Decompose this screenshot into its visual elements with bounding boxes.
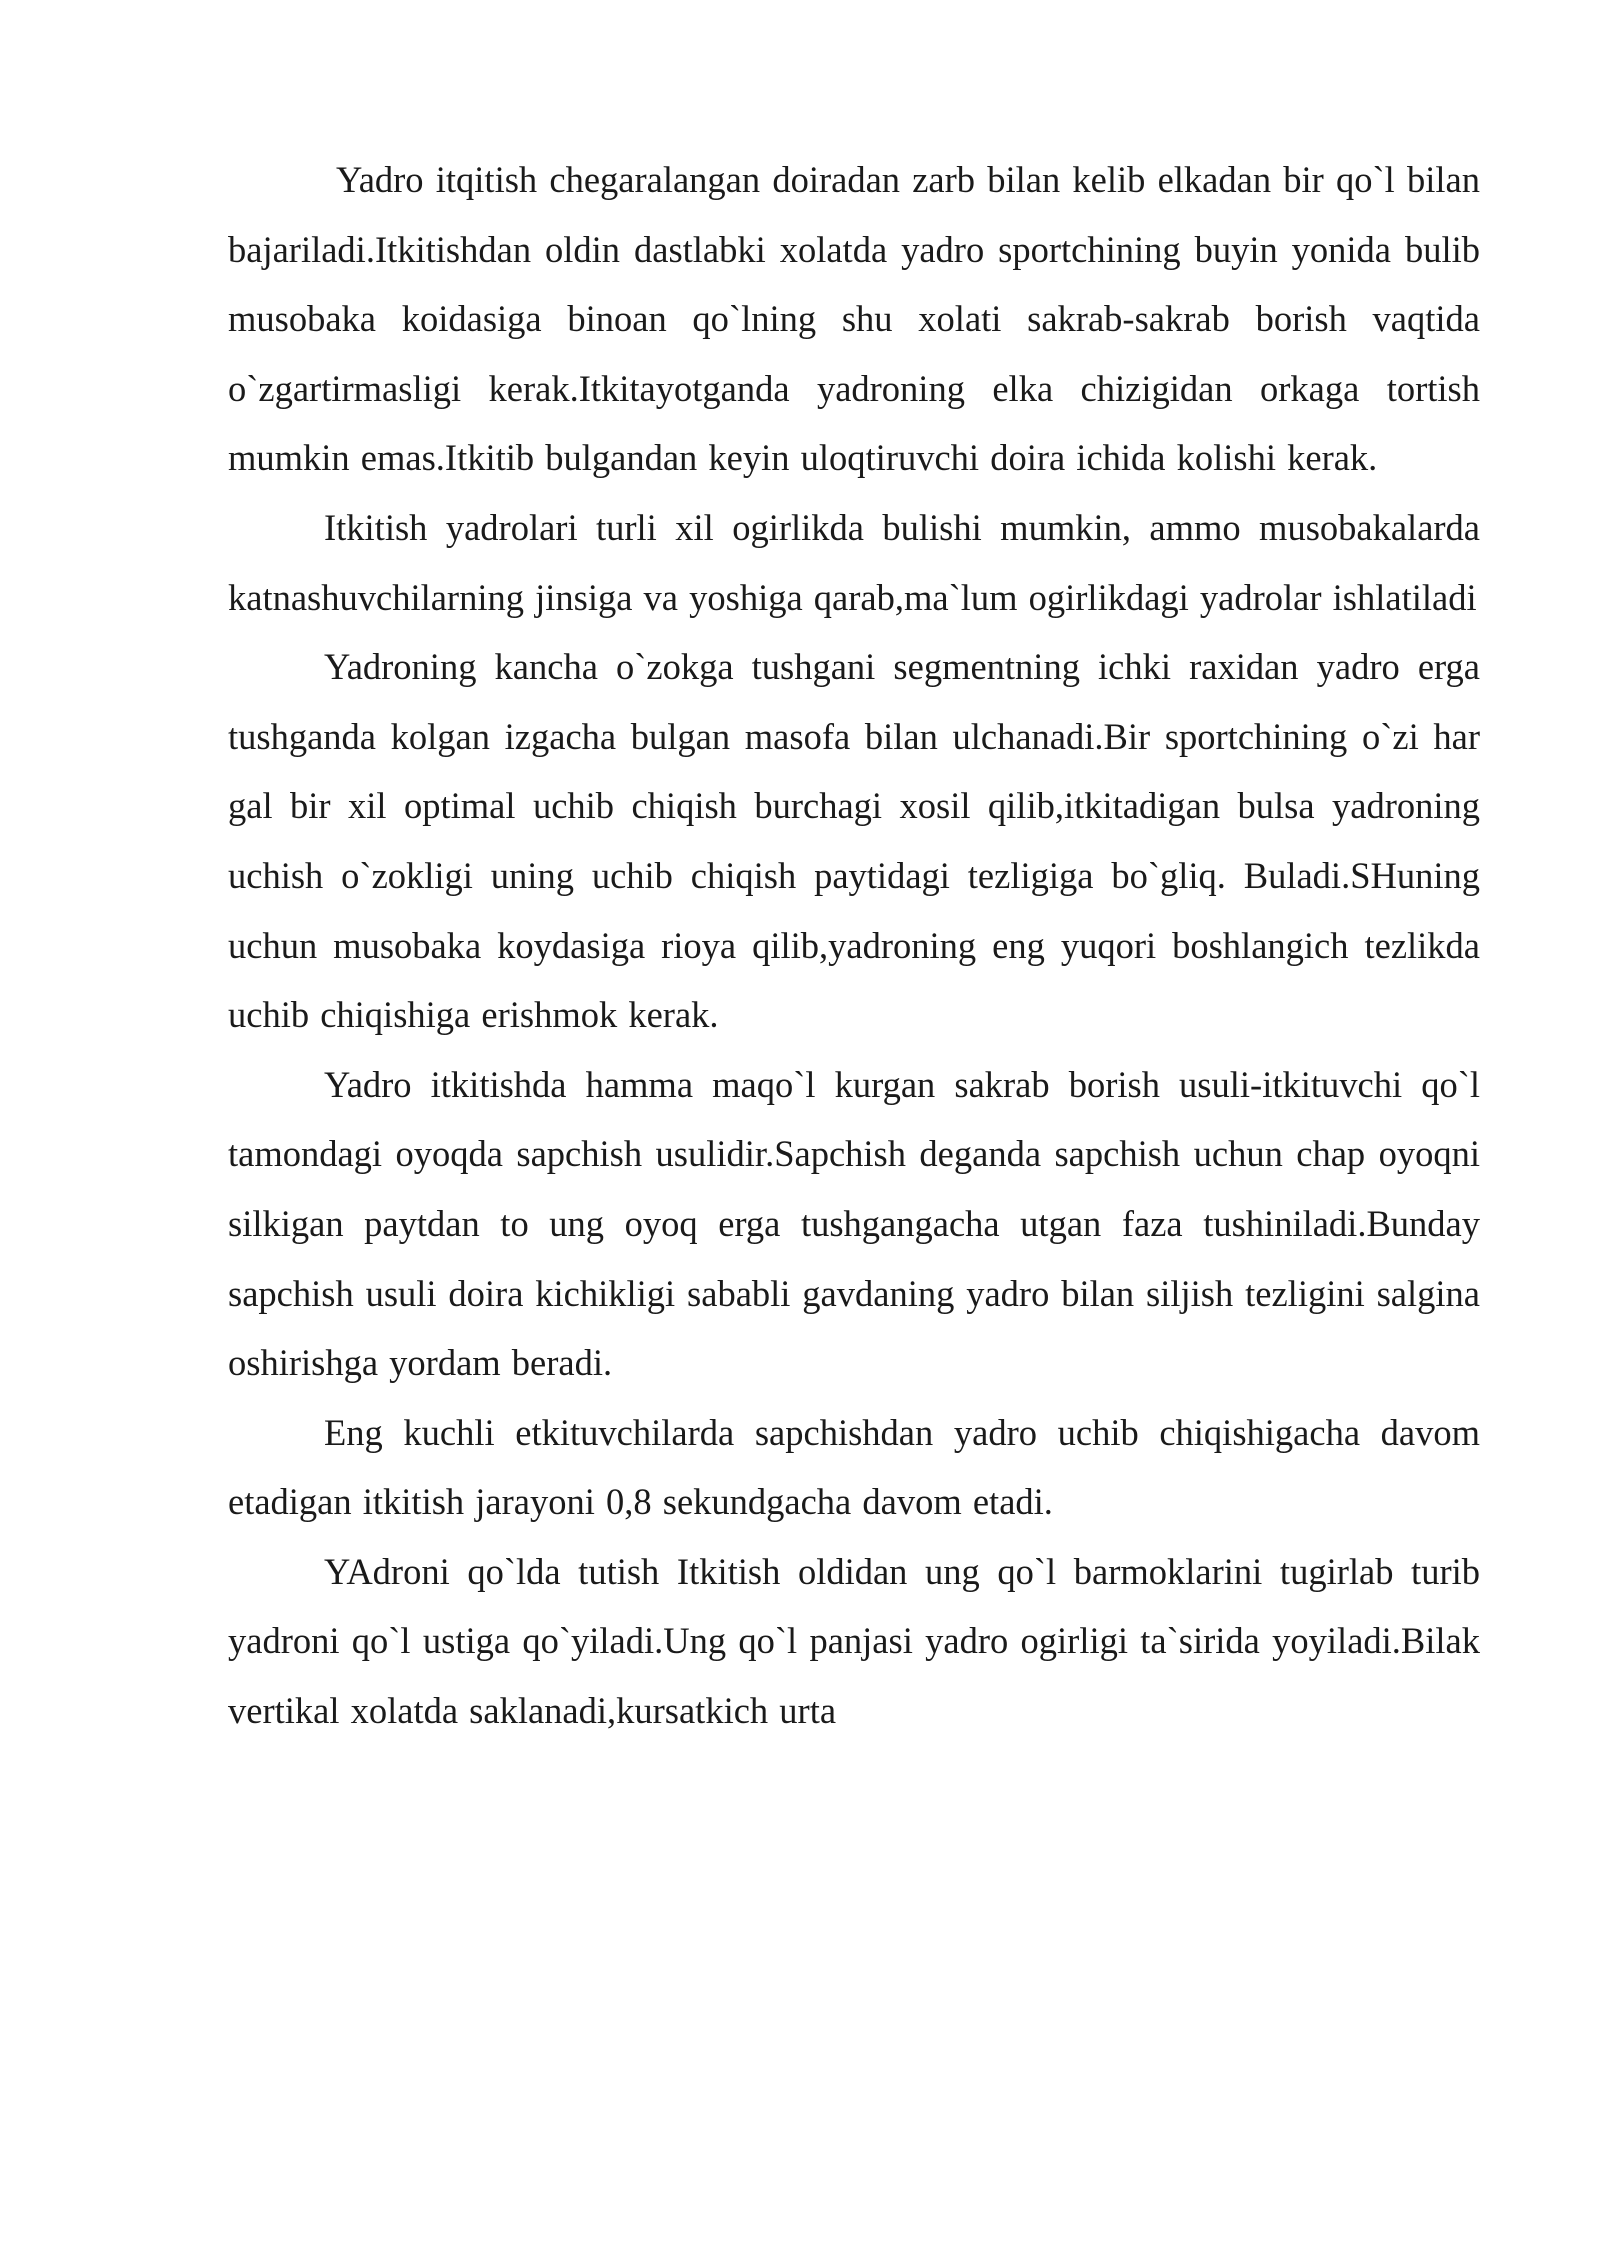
paragraph-distance-measurement: Yadroning kancha o`zokga tushgani segmentning ichki raxidan yadro erga tushganda kolgan izgacha bulgan masofa bilan ulchanadi.Bir sportchining o`zi har gal bir xil optimal uchib chiqish burchagi xosil qilib,itkitadigan bulsa yadroning uchish o`zokligi uning uchib chiqish paytidagi tezligiga bo`gliq. Buladi.SHuning uchun musobaka koydasiga rioya qilib,yadroning eng yuqori boshlangich tezlikda uchib chiqishiga erishmok kerak. [228,646,1480,1036]
paragraph-holding-the-shot: YAdroni qo`lda tutish Itkitish oldidan ung qo`l barmoklarini tugirlab turib yadroni qo`l ustiga qo`yiladi.Ung qo`l panjasi yadro ogirligi ta`sirida yoyiladi.Bilak vertikal xolatda saklanadi,kursatkich urta [228,1550,1480,1732]
paragraph-throw-duration: Eng kuchli etkituvchilarda sapchishdan yadro uchib chiqishigacha davom etadigan itkitish jarayoni 0,8 sekundgacha davom etadi. [228,1411,1480,1523]
document-body [228,145,1480,1746]
paragraph-shot-put-execution: Yadro itqitish chegaralangan doiradan zarb bilan kelib elkadan bir qo`l bilan bajariladi.Itkitishdan oldin dastlabki xolatda yadro sportchining buyin yonida bulib musobaka koidasiga binoan qo`lning shu xolati sakrab-sakrab borish vaqtida o`zgartirmasligi kerak.Itkitayotganda yadroning elka chizigidan orkaga tortish mumkin emas.Itkitib bulgandan keyin uloqtiruvchi doira ichida kolishi kerak. [228,159,1480,479]
paragraph-glide-technique: Yadro itkitishda hamma maqo`l kurgan sakrab borish usuli-itkituvchi qo`l tamondagi oyoqda sapchish usulidir.Sapchish deganda sapchish uchun chap oyoqni silkigan paytdan to ung oyoq erga tushgangacha utgan faza tushiniladi.Bunday sapchish usuli doira kichikligi sababli gavdaning yadro bilan siljish tezligini salgina oshirishga yordam beradi. [228,1063,1480,1384]
paragraph-shot-weights: Itkitish yadrolari turli xil ogirlikda bulishi mumkin, ammo musobakalarda katnashuvchilarning jinsiga va yoshiga qarab,ma`lum ogirlikdagi yadrolar ishlatiladi [228,506,1480,618]
